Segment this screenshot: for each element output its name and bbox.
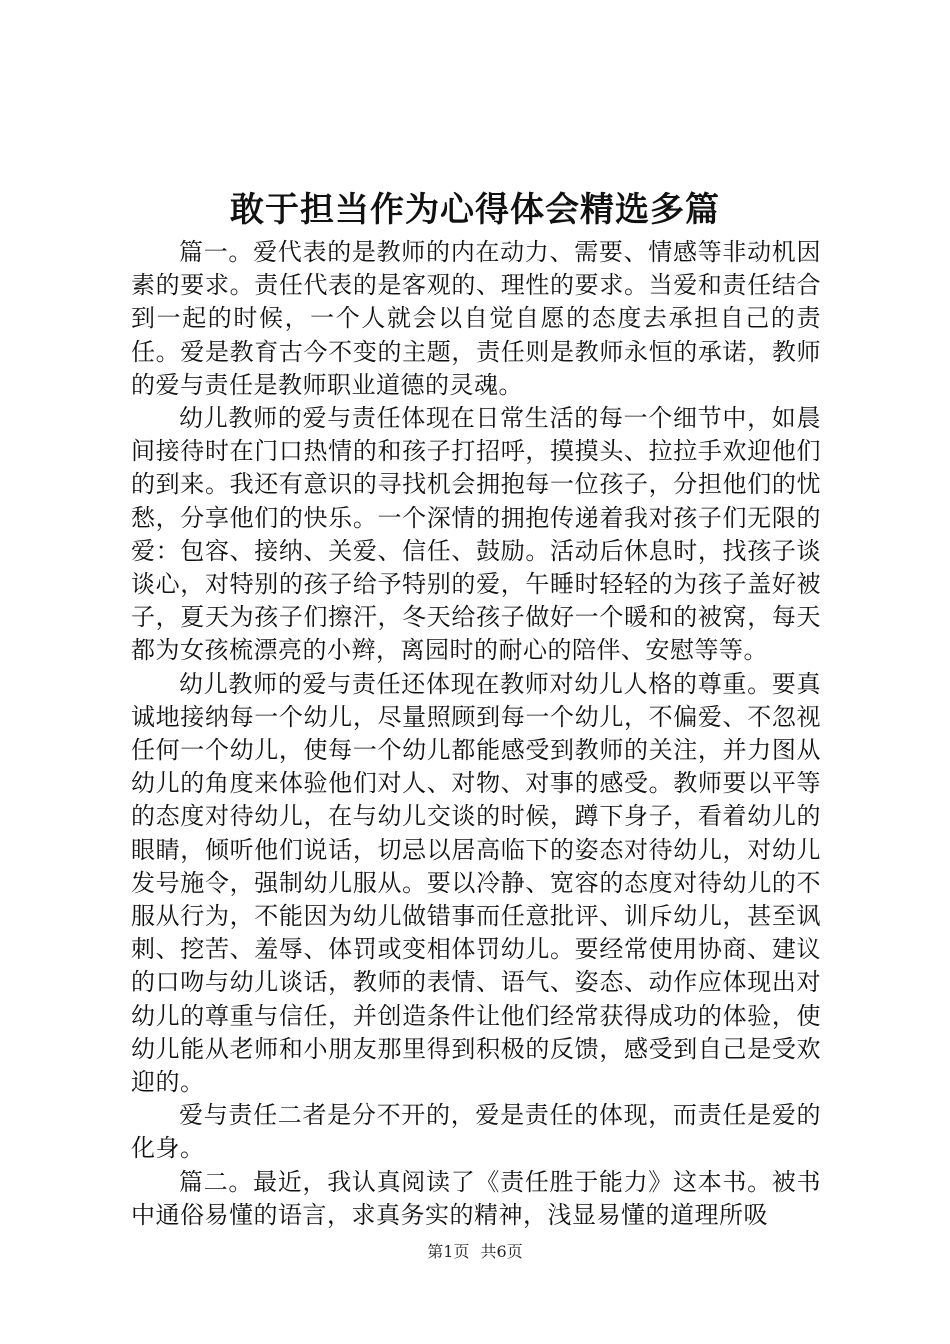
document-body — [131, 236, 821, 1232]
paragraph: 篇二。最近，我认真阅读了《责任胜于能力》这本书。被书中通俗易懂的语言，求真务实的精神，浅显易懂的道理所吸 — [131, 1167, 821, 1229]
document-title: 敢于担当作为心得体会精选多篇 — [230, 190, 720, 230]
page-footer — [0, 1242, 950, 1262]
paragraph: 篇一。爱代表的是教师的内在动力、需要、情感等非动机因素的要求。责任代表的是客观的、理性的要求。当爱和责任结合到一起的时候，一个人就会以自觉自愿的态度去承担自己的责任。爱是教育古今不变的主题，责任则是教师永恒的承诺，教师的爱与责任是教师职业道德的灵魂。 — [131, 238, 821, 399]
page-number: 第1页 — [427, 1242, 470, 1261]
paragraph: 爱与责任二者是分不开的，爱是责任的体现，而责任是爱的化身。 — [131, 1101, 821, 1163]
paragraph: 幼儿教师的爱与责任体现在日常生活的每一个细节中，如晨间接待时在门口热情的和孩子打招呼，摸摸头、拉拉手欢迎他们的到来。我还有意识的寻找机会拥抱每一位孩子，分担他们的忧愁，分享他们的快乐。一个深情的拥抱传递着我对孩子们无限的爱：包容、接纳、关爱、信任、鼓励。活动后休息时，找孩子谈谈心，对特别的孩子给予特别的爱，午睡时轻轻的为孩子盖好被子，夏天为孩子们擦汗，冬天给孩子做好一个暖和的被窝，每天都为女孩梳漂亮的小辫，离园时的耐心的陪伴、安慰等等。 — [131, 404, 821, 665]
paragraph: 幼儿教师的爱与责任还体现在教师对幼儿人格的尊重。要真诚地接纳每一个幼儿，尽量照顾到每一个幼儿，不偏爱、不忽视任何一个幼儿，使每一个幼儿都能感受到教师的关注，并力图从幼儿的角度来体验他们对人、对物、对事的感受。教师要以平等的态度对待幼儿，在与幼儿交谈的时候，蹲下身子，看着幼儿的眼睛，倾听他们说话，切忌以居高临下的姿态对待幼儿，对幼儿发号施令，强制幼儿服从。要以冷静、宽容的态度对待幼儿的不服从行为，不能因为幼儿做错事而任意批评、训斥幼儿，甚至讽刺、挖苦、羞辱、体罚或变相体罚幼儿。要经常使用协商、建议的口吻与幼儿谈话，教师的表情、语气、姿态、动作应体现出对幼儿的尊重与信任，并创造条件让他们经常获得成功的体验，使幼儿能从老师和小朋友那里得到积极的反馈，感受到自己是受欢迎的。 — [131, 669, 821, 1097]
page-total: 共6页 — [480, 1242, 523, 1261]
